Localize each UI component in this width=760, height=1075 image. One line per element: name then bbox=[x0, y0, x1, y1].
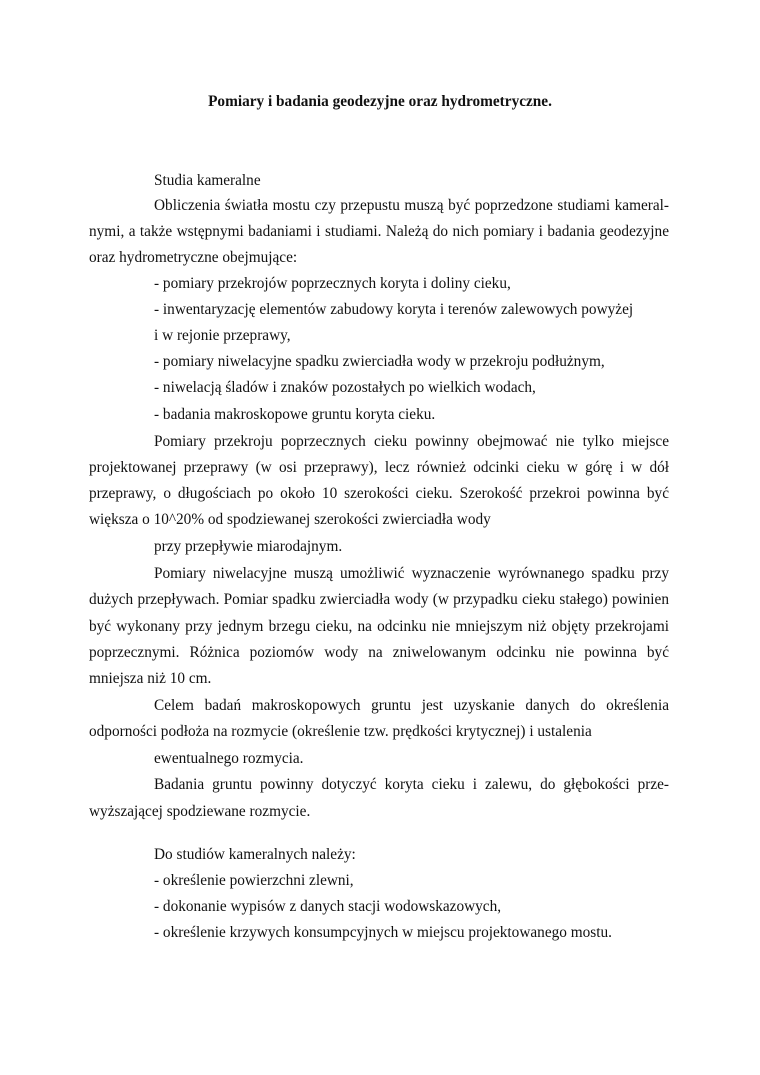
list-item-continuation: i w rejonie przeprawy, bbox=[154, 327, 291, 344]
list-item: - niwelacją śladów i znaków pozostałych po wielkich wodach, bbox=[154, 379, 536, 396]
list-item: - badania makroskopowe gruntu koryta cieku. bbox=[154, 406, 436, 423]
text-line: Obliczenia światła mostu czy przepustu muszą być poprzedzone studiami kameral- bbox=[154, 197, 669, 214]
text-line: Pomiary niwelacyjne muszą umożliwić wyznaczenie wyrównanego spadku przy bbox=[154, 565, 669, 582]
text-line: być wykonany przy jednym brzegu cieku, na odcinku nie mniejszym niż objęty przekrojami bbox=[89, 618, 669, 635]
text-line: wyższającej spodziewane rozmycie. bbox=[89, 803, 311, 820]
document-title: Pomiary i badania geodezyjne oraz hydrometryczne. bbox=[208, 93, 552, 110]
text-line: odporności podłoża na rozmycie (określenie tzw. prędkości krytycznej) i ustalenia bbox=[89, 723, 592, 740]
list-item: - określenie krzywych konsumpcyjnych w miejscu projektowanego mostu. bbox=[154, 924, 612, 941]
text-line: ewentualnego rozmycia. bbox=[154, 750, 304, 767]
text-line: poprzecznymi. Różnica poziomów wody na zniwelowanym odcinku nie powinna być bbox=[89, 644, 669, 661]
text-line: Pomiary przekroju poprzecznych cieku powinny obejmować nie tylko miejsce bbox=[154, 433, 669, 450]
text-line: większa o 10^20% od spodziewanej szerokości zwierciadła wody bbox=[89, 511, 491, 528]
text-line: projektowanej przeprawy (w osi przeprawy), lecz również odcinki cieku w górę i w dół bbox=[89, 459, 669, 476]
text-line: Badania gruntu powinny dotyczyć koryta cieku i zalewu, do głębokości prze- bbox=[154, 776, 669, 793]
text-line: Do studiów kameralnych należy: bbox=[154, 846, 356, 863]
section-heading: Studia kameralne bbox=[154, 172, 261, 189]
list-item: - dokonanie wypisów z danych stacji wodowskazowych, bbox=[154, 898, 502, 915]
list-item: - pomiary przekrojów poprzecznych koryta i doliny cieku, bbox=[154, 275, 511, 292]
list-item: - określenie powierzchni zlewni, bbox=[154, 872, 354, 889]
text-line: Celem badań makroskopowych gruntu jest uzyskanie danych do określenia bbox=[154, 697, 669, 714]
text-line: dużych przepływach. Pomiar spadku zwierciadła wody (w przypadku cieku stałego) powinien bbox=[89, 591, 669, 608]
text-line: przy przepływie miarodajnym. bbox=[154, 538, 343, 555]
list-item: - inwentaryzację elementów zabudowy koryta i terenów zalewowych powyżej bbox=[154, 301, 634, 318]
text-line: mniejsza niż 10 cm. bbox=[89, 670, 212, 687]
text-line: oraz hydrometryczne obejmujące: bbox=[89, 249, 298, 266]
text-line: przeprawy, o długościach po około 10 szerokości cieku. Szerokość przekroi powinna być bbox=[89, 485, 669, 502]
list-item: - pomiary niwelacyjne spadku zwierciadła wody w przekroju podłużnym, bbox=[154, 353, 605, 370]
text-line: nymi, a także wstępnymi badaniami i studiami. Należą do nich pomiary i badania geodezyjne bbox=[89, 223, 669, 240]
